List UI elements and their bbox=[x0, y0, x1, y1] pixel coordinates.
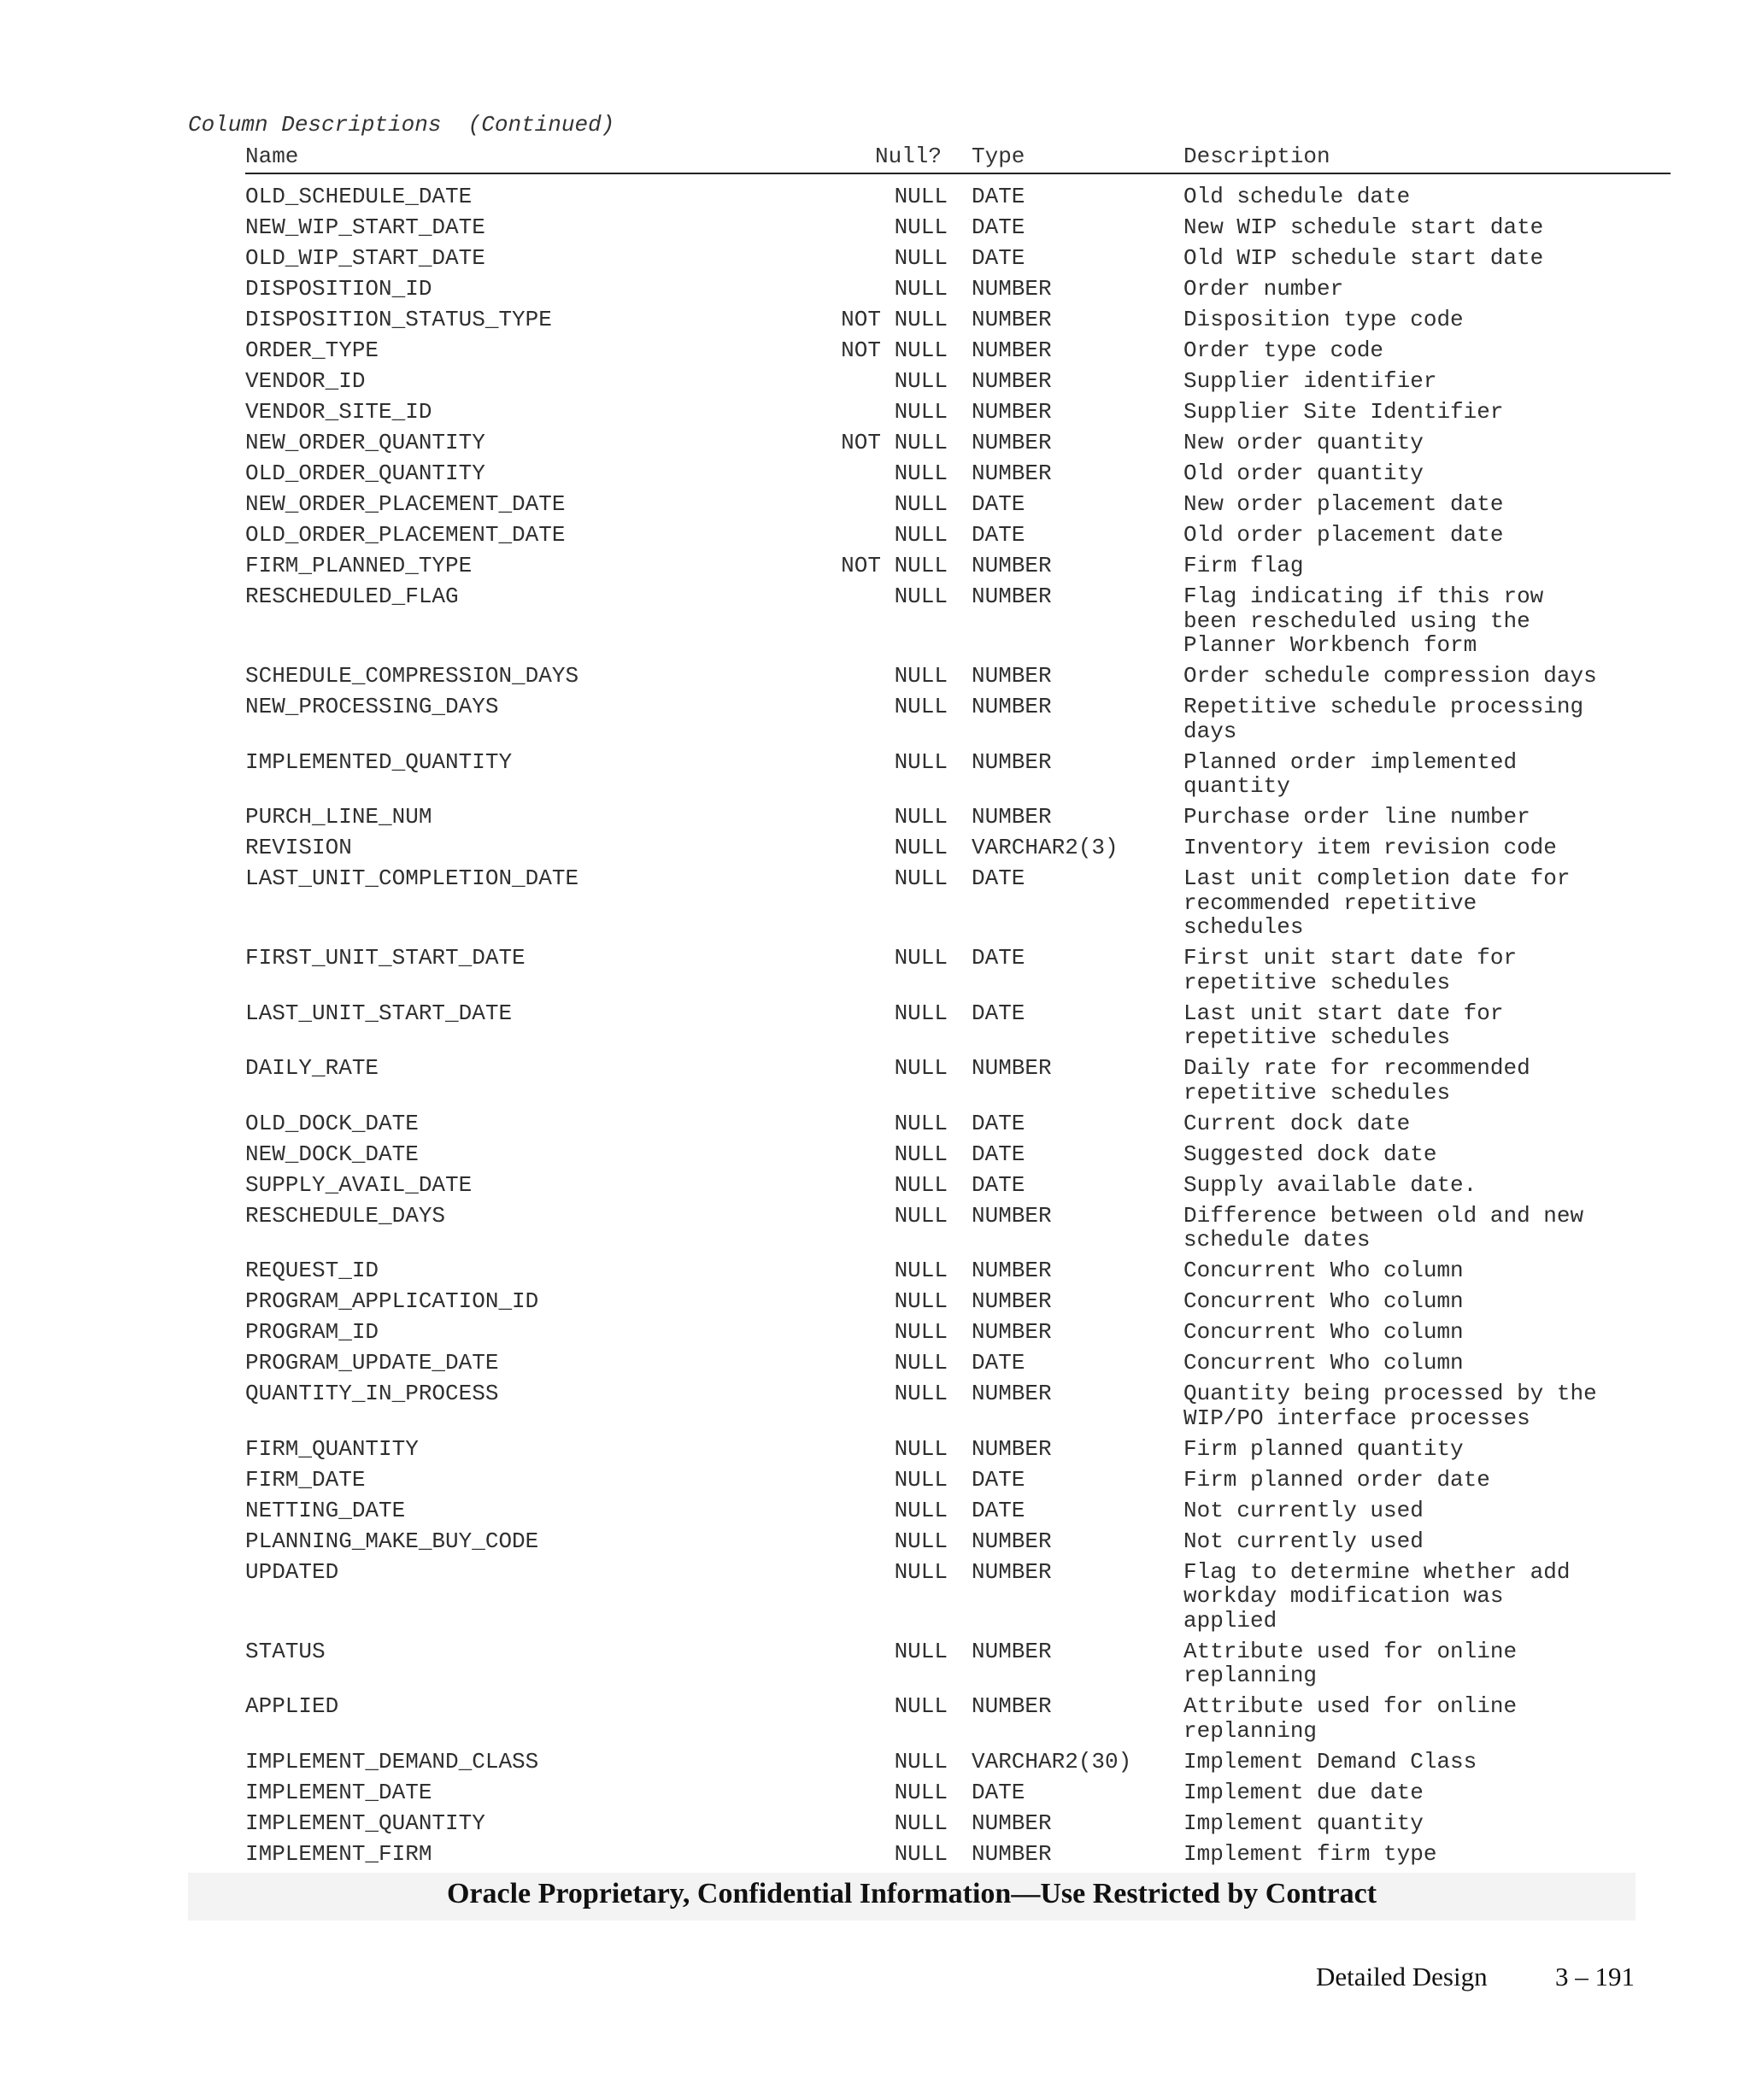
null-constraint: NULL bbox=[894, 835, 948, 860]
null-constraint: NULL bbox=[894, 184, 948, 209]
table-row bbox=[245, 1780, 1671, 1805]
table-row bbox=[245, 1750, 1671, 1774]
null-constraint: NULL bbox=[894, 368, 948, 394]
null-constraint: NULL bbox=[894, 1288, 948, 1314]
column-description: Implement Demand Class bbox=[1183, 1748, 1477, 1774]
column-name: NEW_ORDER_QUANTITY bbox=[245, 430, 485, 455]
column-description: Quantity being processed by the WIP/PO interface processes bbox=[1183, 1381, 1597, 1431]
table-row bbox=[245, 1694, 1671, 1743]
table-row bbox=[245, 523, 1671, 548]
column-description: Last unit start date for repetitive schedules bbox=[1183, 1000, 1504, 1050]
table-row bbox=[245, 1437, 1671, 1462]
data-type: NUMBER bbox=[972, 553, 1052, 578]
null-constraint: NULL bbox=[894, 491, 948, 517]
header-type: Type bbox=[972, 144, 1025, 169]
data-type: NUMBER bbox=[972, 337, 1052, 363]
null-constraint: NULL bbox=[894, 1466, 948, 1493]
null-constraint: NULL bbox=[894, 1000, 948, 1026]
column-description: Firm flag bbox=[1183, 553, 1304, 578]
table-header bbox=[245, 144, 1671, 174]
column-description: Concurrent Who column bbox=[1183, 1258, 1464, 1283]
column-name: UPDATED bbox=[245, 1558, 339, 1585]
column-description: Purchase order line number bbox=[1183, 804, 1530, 830]
null-constraint: NULL bbox=[894, 945, 948, 971]
data-type: NUMBER bbox=[972, 460, 1052, 486]
table-row bbox=[245, 1381, 1671, 1430]
table-row bbox=[245, 805, 1671, 830]
data-type: NUMBER bbox=[972, 307, 1052, 332]
column-description: Firm planned quantity bbox=[1183, 1435, 1464, 1462]
column-description: Supplier identifier bbox=[1183, 368, 1437, 394]
table-row bbox=[245, 1001, 1671, 1050]
column-description: Daily rate for recommended repetitive schedules bbox=[1183, 1055, 1530, 1106]
column-name: FIRM_DATE bbox=[245, 1466, 366, 1493]
table-row bbox=[245, 338, 1671, 363]
table-row bbox=[245, 246, 1671, 271]
data-type: NUMBER bbox=[972, 1288, 1052, 1314]
null-constraint: NOT NULL bbox=[841, 553, 948, 578]
column-description: First unit start date for repetitive schedules bbox=[1183, 945, 1518, 995]
null-constraint: NULL bbox=[894, 460, 948, 486]
null-constraint: NULL bbox=[894, 214, 948, 240]
table-row bbox=[245, 185, 1671, 209]
data-type: NUMBER bbox=[972, 276, 1052, 302]
table-row bbox=[245, 836, 1671, 860]
null-constraint: NULL bbox=[894, 1141, 948, 1167]
column-name: REQUEST_ID bbox=[245, 1258, 379, 1283]
data-type: NUMBER bbox=[972, 584, 1052, 609]
column-description: Implement due date bbox=[1183, 1779, 1424, 1805]
column-name: DISPOSITION_STATUS_TYPE bbox=[245, 307, 552, 332]
column-name: IMPLEMENT_FIRM bbox=[245, 1840, 432, 1867]
column-description: New order quantity bbox=[1183, 430, 1424, 455]
column-description: Difference between old and new schedule dates bbox=[1183, 1202, 1584, 1252]
column-name: PROGRAM_ID bbox=[245, 1319, 379, 1345]
table-row bbox=[245, 1468, 1671, 1493]
table-row bbox=[245, 277, 1671, 302]
column-description: Attribute used for online replanning bbox=[1183, 1638, 1518, 1688]
data-type: NUMBER bbox=[972, 748, 1052, 775]
table-row bbox=[245, 492, 1671, 517]
data-type: NUMBER bbox=[972, 1693, 1052, 1719]
data-type: NUMBER bbox=[972, 1319, 1052, 1345]
data-type: NUMBER bbox=[972, 694, 1052, 719]
column-description: Flag to determine whether add workday modification was applied bbox=[1183, 1558, 1571, 1634]
column-name: REVISION bbox=[245, 835, 352, 860]
table-row bbox=[245, 946, 1671, 994]
column-name: OLD_ORDER_PLACEMENT_DATE bbox=[245, 522, 566, 548]
null-constraint: NULL bbox=[894, 1055, 948, 1081]
confidential-footer: Oracle Proprietary, Confidential Information––Use Restricted by Contract bbox=[446, 1878, 1377, 1909]
column-name: NEW_PROCESSING_DAYS bbox=[245, 694, 499, 719]
table-row bbox=[245, 1351, 1671, 1376]
null-constraint: NULL bbox=[894, 804, 948, 830]
column-name: PROGRAM_APPLICATION_ID bbox=[245, 1288, 539, 1314]
table-row bbox=[245, 1529, 1671, 1554]
table-row bbox=[245, 1499, 1671, 1523]
data-type: NUMBER bbox=[972, 1258, 1052, 1283]
table-row bbox=[245, 1320, 1671, 1345]
data-type: NUMBER bbox=[972, 1840, 1052, 1867]
data-type: NUMBER bbox=[972, 804, 1052, 830]
data-type: DATE bbox=[972, 245, 1025, 271]
column-description: Planned order implemented quantity bbox=[1183, 748, 1518, 799]
null-constraint: NULL bbox=[894, 1319, 948, 1345]
header-description: Description bbox=[1183, 144, 1330, 169]
table-row bbox=[245, 1560, 1671, 1634]
column-description: Firm planned order date bbox=[1183, 1466, 1490, 1493]
null-constraint: NULL bbox=[894, 1381, 948, 1406]
column-name: DISPOSITION_ID bbox=[245, 276, 432, 302]
column-description: Implement quantity bbox=[1183, 1810, 1424, 1836]
column-description: Old WIP schedule start date bbox=[1183, 245, 1544, 271]
data-type: NUMBER bbox=[972, 399, 1052, 425]
data-type: DATE bbox=[972, 214, 1025, 240]
column-description: Order schedule compression days bbox=[1183, 663, 1597, 689]
column-description: Supply available date. bbox=[1183, 1171, 1477, 1198]
data-type: NUMBER bbox=[972, 1055, 1052, 1081]
column-name: NEW_WIP_START_DATE bbox=[245, 214, 485, 240]
column-name: APPLIED bbox=[245, 1693, 339, 1719]
table-row bbox=[245, 1112, 1671, 1136]
column-name: NEW_DOCK_DATE bbox=[245, 1141, 419, 1167]
header-null: Null? bbox=[875, 144, 943, 169]
column-description: Current dock date bbox=[1183, 1110, 1411, 1136]
column-description: Concurrent Who column bbox=[1183, 1319, 1464, 1345]
null-constraint: NULL bbox=[894, 1528, 948, 1554]
null-constraint: NULL bbox=[894, 1497, 948, 1523]
table-row bbox=[245, 308, 1671, 332]
data-type: DATE bbox=[972, 1350, 1025, 1376]
column-description: Order number bbox=[1183, 276, 1344, 302]
null-constraint: NULL bbox=[894, 1110, 948, 1136]
null-constraint: NULL bbox=[894, 584, 948, 609]
data-type: DATE bbox=[972, 1171, 1025, 1198]
column-description: Repetitive schedule processing days bbox=[1183, 694, 1584, 744]
column-name: IMPLEMENT_DEMAND_CLASS bbox=[245, 1748, 539, 1774]
column-name: QUANTITY_IN_PROCESS bbox=[245, 1381, 499, 1406]
data-type: DATE bbox=[972, 1779, 1025, 1805]
column-name: VENDOR_ID bbox=[245, 368, 366, 394]
data-type: DATE bbox=[972, 945, 1025, 971]
column-name: IMPLEMENT_QUANTITY bbox=[245, 1810, 485, 1836]
column-name: OLD_ORDER_QUANTITY bbox=[245, 460, 485, 486]
null-constraint: NULL bbox=[894, 276, 948, 302]
data-type: VARCHAR2(3) bbox=[972, 835, 1119, 860]
table-row bbox=[245, 215, 1671, 240]
column-description: Attribute used for online replanning bbox=[1183, 1693, 1518, 1744]
column-name: OLD_SCHEDULE_DATE bbox=[245, 184, 473, 209]
data-type: NUMBER bbox=[972, 430, 1052, 455]
data-type: NUMBER bbox=[972, 663, 1052, 689]
table-row bbox=[245, 584, 1671, 658]
section-label: Detailed Design bbox=[1316, 1962, 1488, 1991]
column-name: LAST_UNIT_START_DATE bbox=[245, 1000, 513, 1026]
column-name: OLD_WIP_START_DATE bbox=[245, 245, 485, 271]
table-row bbox=[245, 1258, 1671, 1283]
column-name: ORDER_TYPE bbox=[245, 337, 379, 363]
data-type: DATE bbox=[972, 1110, 1025, 1136]
null-constraint: NULL bbox=[894, 1810, 948, 1836]
table-row bbox=[245, 1056, 1671, 1105]
null-constraint: NULL bbox=[894, 1258, 948, 1283]
column-name: SCHEDULE_COMPRESSION_DAYS bbox=[245, 663, 579, 689]
data-type: DATE bbox=[972, 491, 1025, 517]
table-row bbox=[245, 431, 1671, 455]
column-name: IMPLEMENTED_QUANTITY bbox=[245, 748, 513, 775]
null-constraint: NULL bbox=[894, 1779, 948, 1805]
data-type: DATE bbox=[972, 865, 1025, 891]
table-row bbox=[245, 400, 1671, 425]
data-type: NUMBER bbox=[972, 1558, 1052, 1585]
column-description: Suggested dock date bbox=[1183, 1141, 1437, 1167]
data-type: NUMBER bbox=[972, 1435, 1052, 1462]
null-constraint: NULL bbox=[894, 1171, 948, 1198]
column-name: STATUS bbox=[245, 1638, 326, 1664]
column-description: Last unit completion date for recommended repetitive schedules bbox=[1183, 865, 1571, 940]
null-constraint: NOT NULL bbox=[841, 430, 948, 455]
column-name: NETTING_DATE bbox=[245, 1497, 406, 1523]
null-constraint: NULL bbox=[894, 522, 948, 548]
null-constraint: NULL bbox=[894, 399, 948, 425]
column-name: RESCHEDULE_DAYS bbox=[245, 1202, 446, 1229]
table-row bbox=[245, 1811, 1671, 1836]
table-caption: Column Descriptions (Continued) bbox=[188, 112, 615, 138]
data-type: NUMBER bbox=[972, 1810, 1052, 1836]
column-description: Implement firm type bbox=[1183, 1840, 1437, 1867]
table-row bbox=[245, 1289, 1671, 1314]
null-constraint: NULL bbox=[894, 1350, 948, 1376]
column-name: SUPPLY_AVAIL_DATE bbox=[245, 1171, 473, 1198]
data-type: VARCHAR2(30) bbox=[972, 1748, 1132, 1774]
column-description: Disposition type code bbox=[1183, 307, 1464, 332]
table-row bbox=[245, 369, 1671, 394]
column-description: Not currently used bbox=[1183, 1528, 1424, 1554]
column-description: Concurrent Who column bbox=[1183, 1288, 1464, 1314]
column-name: FIRST_UNIT_START_DATE bbox=[245, 945, 526, 971]
table-row bbox=[245, 750, 1671, 799]
column-name: OLD_DOCK_DATE bbox=[245, 1110, 419, 1136]
null-constraint: NOT NULL bbox=[841, 307, 948, 332]
column-description: Supplier Site Identifier bbox=[1183, 399, 1504, 425]
table-row bbox=[245, 554, 1671, 578]
null-constraint: NULL bbox=[894, 1202, 948, 1229]
null-constraint: NULL bbox=[894, 694, 948, 719]
column-description: Order type code bbox=[1183, 337, 1384, 363]
column-description: Old order placement date bbox=[1183, 522, 1504, 548]
table-row bbox=[245, 1142, 1671, 1167]
data-type: NUMBER bbox=[972, 1638, 1052, 1664]
null-constraint: NULL bbox=[894, 1748, 948, 1774]
table-row bbox=[245, 866, 1671, 940]
column-name: LAST_UNIT_COMPLETION_DATE bbox=[245, 865, 579, 891]
column-description: New order placement date bbox=[1183, 491, 1504, 517]
column-name: FIRM_QUANTITY bbox=[245, 1435, 419, 1462]
data-type: DATE bbox=[972, 1141, 1025, 1167]
table-row bbox=[245, 1640, 1671, 1688]
table-row bbox=[245, 1842, 1671, 1867]
null-constraint: NULL bbox=[894, 1638, 948, 1664]
column-name: IMPLEMENT_DATE bbox=[245, 1779, 432, 1805]
column-description: Old order quantity bbox=[1183, 460, 1424, 486]
header-name: Name bbox=[245, 144, 299, 169]
column-description: Inventory item revision code bbox=[1183, 835, 1557, 860]
null-constraint: NOT NULL bbox=[841, 337, 948, 363]
table-row bbox=[245, 1204, 1671, 1252]
column-name: VENDOR_SITE_ID bbox=[245, 399, 432, 425]
null-constraint: NULL bbox=[894, 865, 948, 891]
data-type: DATE bbox=[972, 1000, 1025, 1026]
column-description: New WIP schedule start date bbox=[1183, 214, 1544, 240]
table-row bbox=[245, 695, 1671, 743]
data-type: DATE bbox=[972, 1497, 1025, 1523]
column-name: PURCH_LINE_NUM bbox=[245, 804, 432, 830]
data-type: NUMBER bbox=[972, 1381, 1052, 1406]
column-name: PLANNING_MAKE_BUY_CODE bbox=[245, 1528, 539, 1554]
column-name: FIRM_PLANNED_TYPE bbox=[245, 553, 473, 578]
page-number: 3 – 191 bbox=[1555, 1962, 1635, 1991]
table-row bbox=[245, 1173, 1671, 1198]
data-type: NUMBER bbox=[972, 368, 1052, 394]
column-description: Flag indicating if this row been rescheduled using the Planner Workbench form bbox=[1183, 584, 1544, 658]
null-constraint: NULL bbox=[894, 1558, 948, 1585]
column-name: DAILY_RATE bbox=[245, 1055, 379, 1081]
column-name: RESCHEDULED_FLAG bbox=[245, 584, 459, 609]
data-type: NUMBER bbox=[972, 1202, 1052, 1229]
data-type: DATE bbox=[972, 184, 1025, 209]
column-name: PROGRAM_UPDATE_DATE bbox=[245, 1350, 499, 1376]
data-type: DATE bbox=[972, 1466, 1025, 1493]
null-constraint: NULL bbox=[894, 1693, 948, 1719]
data-type: DATE bbox=[972, 522, 1025, 548]
column-name: NEW_ORDER_PLACEMENT_DATE bbox=[245, 491, 566, 517]
column-description: Not currently used bbox=[1183, 1497, 1424, 1523]
column-description-table bbox=[245, 185, 1671, 1873]
data-type: NUMBER bbox=[972, 1528, 1052, 1554]
table-row bbox=[245, 461, 1671, 486]
null-constraint: NULL bbox=[894, 1435, 948, 1462]
null-constraint: NULL bbox=[894, 245, 948, 271]
table-row bbox=[245, 664, 1671, 689]
column-description: Old schedule date bbox=[1183, 184, 1411, 209]
null-constraint: NULL bbox=[894, 1840, 948, 1867]
column-description: Concurrent Who column bbox=[1183, 1350, 1464, 1376]
null-constraint: NULL bbox=[894, 748, 948, 775]
null-constraint: NULL bbox=[894, 663, 948, 689]
